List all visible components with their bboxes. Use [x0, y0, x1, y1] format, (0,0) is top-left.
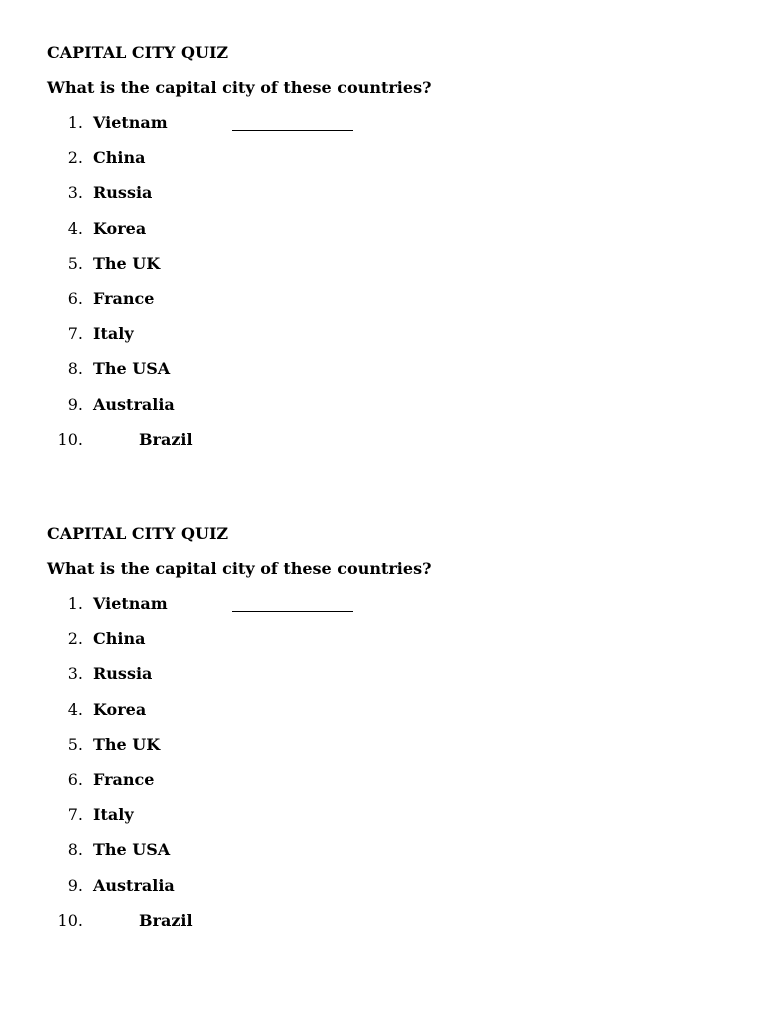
item-number: 1.: [67, 113, 83, 132]
item-number: 8.: [67, 840, 83, 860]
list-item: [47, 183, 447, 203]
country-name: Vietnam: [93, 594, 168, 613]
item-number: 3.: [67, 664, 83, 684]
country-name: Russia: [93, 183, 153, 203]
item-number: 10.: [57, 429, 83, 449]
item-number: 1.: [67, 594, 83, 613]
country-name: China: [93, 148, 146, 168]
country-name: China: [93, 629, 146, 649]
item-number: 7.: [67, 324, 83, 344]
country-name: Vietnam: [93, 113, 168, 132]
list-item: [47, 324, 447, 344]
quiz-question: What is the capital city of these countries?: [47, 559, 432, 578]
list-item: [47, 629, 447, 649]
country-name: Korea: [93, 218, 147, 238]
list-item: [47, 770, 447, 790]
quiz-question: What is the capital city of these countries?: [47, 78, 432, 97]
item-number: 4.: [67, 218, 83, 238]
list-item: [47, 840, 447, 860]
quiz-title: CAPITAL CITY QUIZ: [47, 524, 229, 543]
country-name: Italy: [93, 324, 134, 344]
list-item: [47, 395, 447, 415]
country-name: Brazil: [139, 429, 193, 449]
country-name: Russia: [93, 664, 153, 684]
country-name: Australia: [93, 875, 175, 895]
list-item: [47, 219, 447, 239]
country-name: Brazil: [139, 910, 193, 930]
quiz-title: CAPITAL CITY QUIZ: [47, 43, 229, 62]
country-name: The USA: [93, 840, 171, 860]
item-number: 10.: [57, 910, 83, 930]
country-name: Korea: [93, 699, 147, 719]
country-name: France: [93, 289, 155, 308]
list-item: [47, 254, 447, 274]
country-name: Italy: [93, 805, 134, 825]
item-number: 8.: [67, 359, 83, 379]
list-item: [47, 359, 447, 379]
item-number: 3.: [67, 183, 83, 203]
list-item: [47, 664, 447, 684]
item-number: 9.: [67, 875, 83, 895]
item-number: 7.: [67, 805, 83, 825]
item-number: 5.: [67, 734, 83, 754]
answer-blank-line[interactable]: [232, 611, 353, 612]
item-number: 5.: [67, 253, 83, 273]
item-number: 9.: [67, 394, 83, 414]
list-item: [47, 594, 447, 614]
country-name: The USA: [93, 359, 171, 379]
item-number: 6.: [67, 289, 83, 308]
list-item: [47, 911, 447, 931]
list-item: [47, 148, 447, 168]
country-name: The UK: [93, 734, 161, 754]
list-item: [47, 113, 447, 133]
item-number: 6.: [67, 770, 83, 789]
answer-blank-line[interactable]: [232, 130, 353, 131]
item-number: 2.: [67, 148, 83, 168]
list-item: [47, 735, 447, 755]
list-item: [47, 289, 447, 309]
country-name: France: [93, 770, 155, 789]
list-item: [47, 700, 447, 720]
country-name: Australia: [93, 394, 175, 414]
list-item: [47, 876, 447, 896]
item-number: 2.: [67, 629, 83, 649]
list-item: [47, 805, 447, 825]
country-name: The UK: [93, 253, 161, 273]
list-item: [47, 430, 447, 450]
item-number: 4.: [67, 699, 83, 719]
